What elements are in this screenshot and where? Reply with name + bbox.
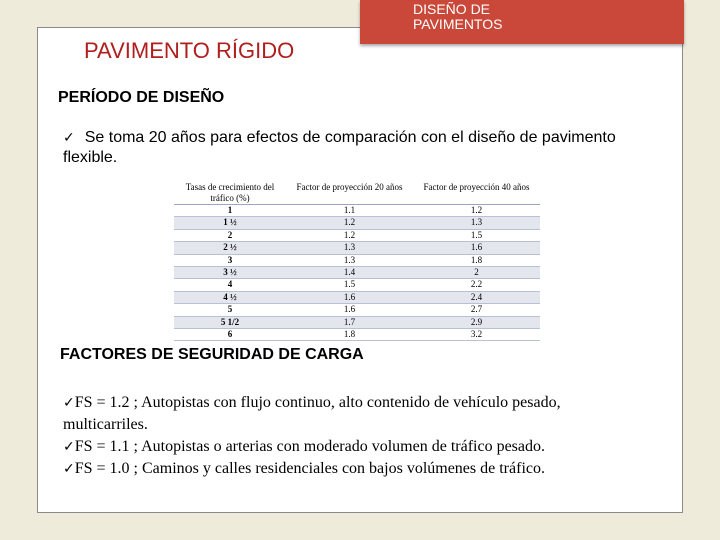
cell-growth-rate: 5 1/2: [174, 316, 286, 328]
cell-factor-20: 1.2: [286, 217, 413, 229]
cell-factor-40: 2.4: [413, 291, 540, 303]
section-tab-label: DISEÑO DE PAVIMENTOS: [413, 1, 503, 32]
cell-growth-rate: 1: [174, 205, 286, 217]
table-row: [174, 291, 540, 303]
cell-growth-rate: 3 ½: [174, 267, 286, 279]
header-growth-rate: Tasas de crecimiento del tráfico (%): [174, 182, 286, 205]
fs-text: Autopistas con flujo continuo, alto contenido de vehículo pesado, multicarriles.: [63, 394, 561, 433]
cell-factor-20: 1.5: [286, 279, 413, 291]
fs-label: FS = 1.2 ;: [74, 394, 138, 411]
fs-text: Caminos y calles residenciales con bajos volúmenes de tráfico.: [142, 460, 545, 477]
cell-factor-40: 3.2: [413, 329, 540, 341]
cell-growth-rate: 2: [174, 229, 286, 241]
cell-factor-20: 1.3: [286, 254, 413, 266]
fs-text: Autopistas o arterias con moderado volumen de tráfico pesado.: [141, 438, 545, 455]
cell-factor-40: 1.5: [413, 229, 540, 241]
cell-factor-20: 1.8: [286, 329, 413, 341]
cell-factor-40: 1.3: [413, 217, 540, 229]
safety-factors-heading: FACTORES DE SEGURIDAD DE CARGA: [60, 346, 364, 363]
cell-growth-rate: 2 ½: [174, 242, 286, 254]
table-row: [174, 304, 540, 316]
cell-factor-40: 1.6: [413, 242, 540, 254]
cell-factor-20: 1.6: [286, 304, 413, 316]
checkmark-icon: ✓: [63, 395, 75, 411]
cell-factor-20: 1.3: [286, 242, 413, 254]
table-row: [174, 205, 540, 217]
cell-factor-40: 2.2: [413, 279, 540, 291]
cell-growth-rate: 4: [174, 279, 286, 291]
cell-factor-40: 2.7: [413, 304, 540, 316]
checkmark-icon: ✓: [63, 439, 75, 455]
table-header-row: [174, 182, 540, 205]
table-row: [174, 316, 540, 328]
cell-growth-rate: 5: [174, 304, 286, 316]
cell-factor-40: 1.8: [413, 254, 540, 266]
cell-growth-rate: 6: [174, 329, 286, 341]
table-row: [174, 279, 540, 291]
list-item: [63, 436, 648, 458]
checkmark-icon: ✓: [63, 461, 75, 477]
header-factor-20: Factor de proyección 20 años: [286, 182, 413, 205]
fs-label: FS = 1.1 ;: [74, 438, 138, 455]
design-period-text: Se toma 20 años para efectos de comparación con el diseño de pavimento flexible.: [63, 129, 616, 166]
cell-growth-rate: 4 ½: [174, 291, 286, 303]
cell-factor-20: 1.1: [286, 205, 413, 217]
design-period-heading: PERÍODO DE DISEÑO: [58, 89, 225, 106]
cell-factor-20: 1.6: [286, 291, 413, 303]
list-item: [63, 458, 648, 480]
list-item: [63, 392, 648, 436]
table-row: [174, 329, 540, 341]
table-row: [174, 217, 540, 229]
safety-factors-list: [63, 392, 648, 480]
checkmark-icon: ✓: [63, 130, 75, 146]
cell-growth-rate: 1 ½: [174, 217, 286, 229]
cell-factor-20: 1.2: [286, 229, 413, 241]
cell-factor-20: 1.7: [286, 316, 413, 328]
cell-factor-40: 2.9: [413, 316, 540, 328]
cell-factor-40: 1.2: [413, 205, 540, 217]
header-factor-40: Factor de proyección 40 años: [413, 182, 540, 205]
fs-label: FS = 1.0 ;: [74, 460, 138, 477]
projection-factor-table: [174, 182, 540, 341]
cell-factor-20: 1.4: [286, 267, 413, 279]
table-row: [174, 242, 540, 254]
design-period-bullet: [63, 128, 623, 168]
table-row: [174, 254, 540, 266]
table-row: [174, 229, 540, 241]
table-body: [174, 205, 540, 341]
cell-factor-40: 2: [413, 267, 540, 279]
page-title: PAVIMENTO RÍGIDO: [84, 38, 295, 63]
table-row: [174, 267, 540, 279]
cell-growth-rate: 3: [174, 254, 286, 266]
